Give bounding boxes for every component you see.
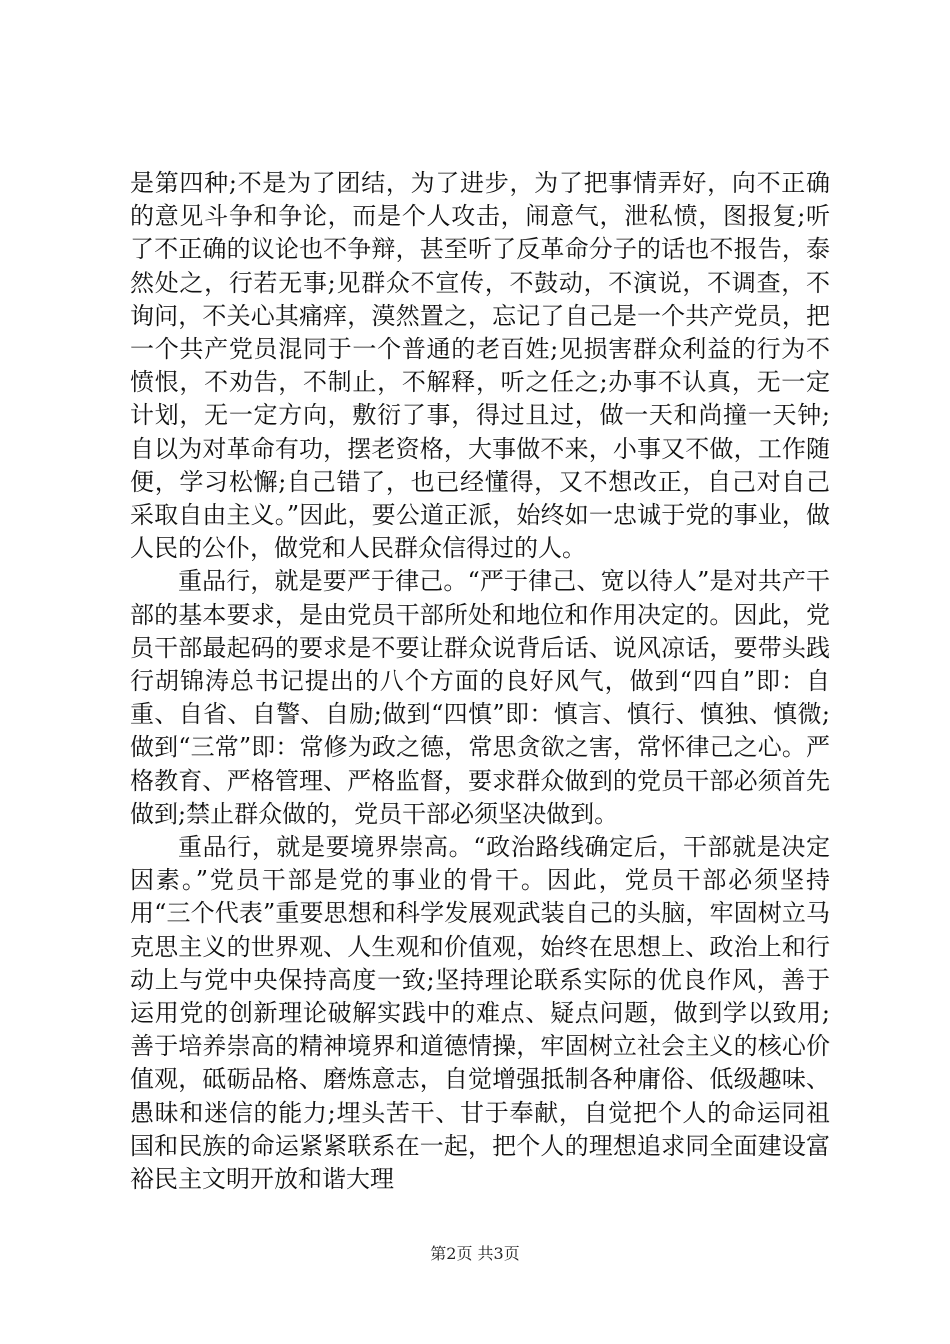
page-footer: 第2页 共3页 — [430, 1244, 520, 1263]
paragraph-lofty-realm: 重品行，就是要境界崇高。“政治路线确定后，干部就是决定因素。”党员干部是党的事业的骨干。因此，党员干部必须坚持用“三个代表”重要思想和科学发展观武装自己的头脑，牢固树立马克思主义的世界观、人生观和价值观，始终在思想上、政治上和行动上与党中央保持高度一致;坚持理论联系实际的优良作风，善于运用党的创新理论破解实践中的难点、疑点问题，做到学以致用;善于培养崇高的精神境界和道德情操，牢固树立社会主义的核心价值观，砥砺品格、磨炼意志，自觉增强抵制各种庸俗、低级趣味、愚昧和迷信的能力;埋头苦干、甘于奉献，自觉把个人的命运同祖国和民族的命运紧紧联系在一起，把个人的理想追求同全面建设富裕民主文明开放和谐大理 — [130, 833, 830, 1194]
paragraph-continuation: 是第四种;不是为了团结，为了进步，为了把事情弄好，向不正确的意见斗争和争论，而是个人攻击，闹意气，泄私愤，图报复;听了不正确的议论也不争辩，甚至听了反革命分子的话也不报告，泰然处之，行若无事;见群众不宣传，不鼓动，不演说，不调查，不询问，不关心其痛痒，漠然置之，忘记了自己是一个共产党员，把一个共产党员混同于一个普通的老百姓;见损害群众利益的行为不愤恨，不劝告，不制止，不解释，听之任之;办事不认真，无一定计划，无一定方向，敷衍了事，得过且过，做一天和尚撞一天钟;自以为对革命有功，摆老资格，大事做不来，小事又不做，工作随便，学习松懈;自己错了，也已经懂得，又不想改正，自己对自己采取自由主义。”因此，要公道正派，始终如一忠诚于党的事业，做人民的公仆，做党和人民群众信得过的人。 — [130, 169, 830, 563]
body-text — [130, 167, 830, 1196]
paragraph-self-discipline: 重品行，就是要严于律己。“严于律己、宽以待人”是对共产干部的基本要求，是由党员干部所处和地位和作用决定的。因此，党员干部最起码的要求是不要让群众说背后话、说风凉话，要带头践行胡锦涛总书记提出的八个方面的良好风气，做到“四自”即：自重、自省、自警、自励;做到“四慎”即：慎言、慎行、慎独、慎微;做到“三常”即：常修为政之德，常思贪欲之害，常怀律己之心。严格教育、严格管理、严格监督，要求群众做到的党员干部必须首先做到;禁止群众做的，党员干部必须坚决做到。 — [130, 567, 830, 828]
